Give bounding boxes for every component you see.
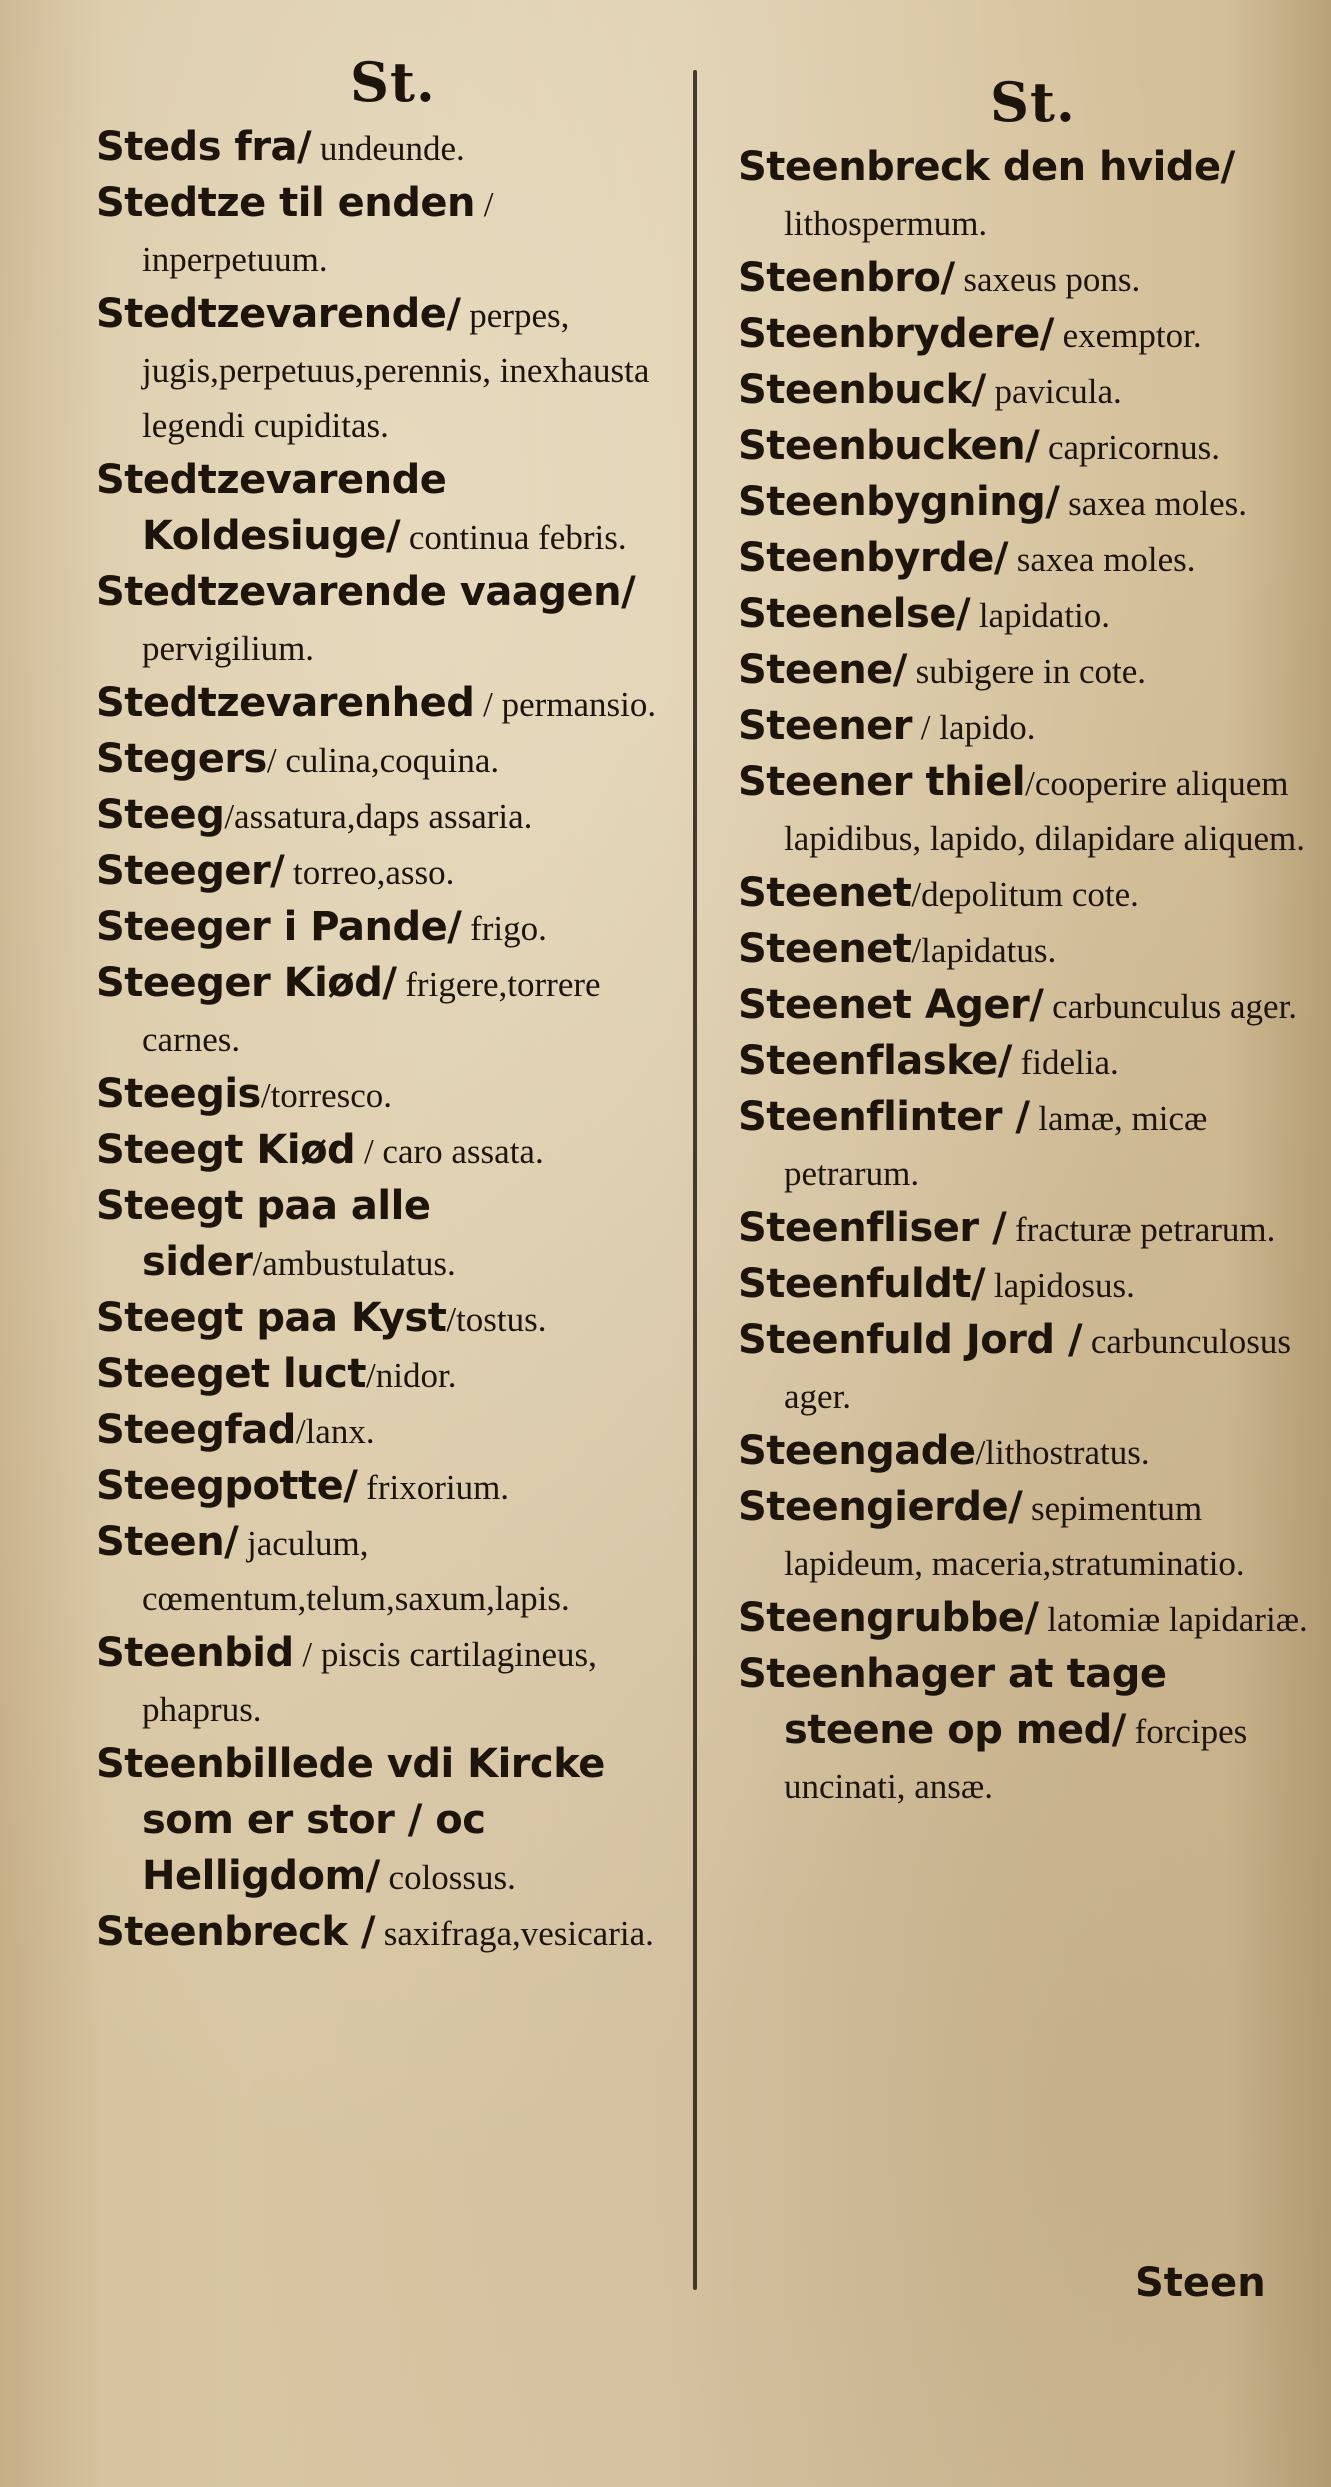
dictionary-entry [96, 1067, 686, 1123]
definition: perpes, jugis,perpetuus,perennis, inexhausta legendi cupiditas. [142, 296, 650, 445]
definition: exemptor. [1053, 316, 1202, 355]
headword: Stegers [96, 736, 267, 782]
headword: Steene/ [738, 647, 907, 693]
headword: Steenfuld Jord / [738, 1317, 1083, 1363]
dictionary-entry [738, 1257, 1313, 1313]
dictionary-entry [738, 1647, 1313, 1814]
definition: saxeus pons. [954, 260, 1141, 299]
definition: latomiæ lapidariæ. [1038, 1600, 1308, 1639]
definition: fidelia. [1011, 1043, 1119, 1082]
headword: Steeger Kiød/ [96, 960, 397, 1006]
dictionary-entry [96, 1515, 686, 1626]
headword: Stedtze til enden [96, 180, 475, 226]
headword: Steegt paa Kyst [96, 1295, 447, 1341]
headword: Steenfliser / [738, 1205, 1007, 1251]
page-header-right: St. [990, 70, 1076, 134]
column-divider [693, 70, 697, 2290]
dictionary-entry [738, 1480, 1313, 1591]
headword: Steeger i Pande/ [96, 904, 462, 950]
definition: undeunde. [311, 129, 465, 168]
dictionary-entry [96, 1291, 686, 1347]
definition: sepimentum lapideum, maceria,stratuminatio. [784, 1489, 1245, 1583]
headword: Steengierde/ [738, 1484, 1023, 1530]
definition: pervigilium. [142, 629, 315, 668]
dictionary-entry [738, 363, 1313, 419]
headword: Steenbygning/ [738, 479, 1060, 525]
definition: saxea moles. [1007, 540, 1196, 579]
definition: /tostus. [446, 1300, 547, 1339]
headword: Steegis [96, 1071, 261, 1117]
headword: Steengade [738, 1428, 976, 1474]
dictionary-entry [738, 307, 1313, 363]
definition: / piscis cartilagineus, phaprus. [142, 1635, 597, 1729]
headword: Steenbucken/ [738, 423, 1040, 469]
definition: pavicula. [985, 372, 1122, 411]
headword: Steenet Ager/ [738, 982, 1044, 1028]
dictionary-entry [96, 676, 686, 732]
definition: /depolitum cote. [911, 875, 1139, 914]
definition: / permansio. [474, 685, 657, 724]
definition: continua febris. [400, 518, 627, 557]
headword: Steenbro/ [738, 255, 955, 301]
headword: Steegt Kiød [96, 1127, 356, 1173]
definition: /torresco. [260, 1076, 393, 1115]
definition: saxea moles. [1059, 484, 1247, 523]
headword: Steener [738, 703, 913, 749]
headword: Steeget luct [96, 1351, 367, 1397]
dictionary-entry [738, 643, 1313, 699]
definition: / culina,coquina. [266, 741, 500, 780]
definition: /lanx. [295, 1412, 375, 1451]
catchword: Steen [1135, 2260, 1266, 2306]
headword: Steenbreck / [96, 1909, 375, 1955]
dictionary-entry [738, 531, 1313, 587]
dictionary-entry [738, 1424, 1313, 1480]
dictionary-entry [96, 565, 686, 676]
headword: Steenet [738, 926, 912, 972]
definition: /assatura,daps assaria. [224, 797, 533, 836]
dictionary-entry [738, 922, 1313, 978]
left-column [96, 120, 686, 1961]
dictionary-entry [738, 587, 1313, 643]
definition: /cooperire aliquem lapidibus, lapido, dilapidare aliquem. [784, 764, 1305, 858]
definition: /ambustulatus. [252, 1244, 456, 1283]
dictionary-entry [96, 844, 686, 900]
headword: Steenbyrde/ [738, 535, 1008, 581]
definition: /nidor. [366, 1356, 457, 1395]
dictionary-entry [738, 978, 1313, 1034]
headword: Steegfad [96, 1407, 296, 1453]
dictionary-entry [738, 866, 1313, 922]
definition: lamæ, micæ petrarum. [784, 1099, 1208, 1193]
dictionary-entry [738, 1090, 1313, 1201]
dictionary-entry [96, 1905, 686, 1961]
headword: Steenbuck/ [738, 367, 986, 413]
headword: Steds fra/ [96, 124, 312, 170]
page-header-left: St. [350, 50, 436, 114]
dictionary-entry [738, 140, 1313, 251]
headword: Steenbid [96, 1630, 294, 1676]
definition: / caro assata. [355, 1132, 544, 1171]
definition: frixorium. [357, 1468, 510, 1507]
definition: frigo. [461, 909, 547, 948]
headword: Steengrubbe/ [738, 1595, 1039, 1641]
dictionary-entry [738, 1313, 1313, 1424]
headword: Steenhager at tage steene op med/ [738, 1651, 1167, 1753]
dictionary-entry [96, 900, 686, 956]
dictionary-entry [96, 1179, 686, 1291]
headword: Steenet [738, 870, 912, 916]
definition: frigere,torrere carnes. [142, 965, 601, 1059]
dictionary-entry [738, 251, 1313, 307]
definition: lapidosus. [985, 1266, 1135, 1305]
dictionary-entry [96, 956, 686, 1067]
definition: /lithostratus. [975, 1433, 1150, 1472]
definition: lithospermum. [784, 204, 988, 243]
dictionary-entry [738, 1034, 1313, 1090]
dictionary-entry [738, 1591, 1313, 1647]
dictionary-entry [96, 120, 686, 176]
definition: capricornus. [1039, 428, 1220, 467]
headword: Steen/ [96, 1519, 239, 1565]
definition: carbunculus ager. [1043, 987, 1298, 1026]
definition: jaculum, cœmentum,telum,saxum,lapis. [142, 1524, 570, 1618]
headword: Steenbrydere/ [738, 311, 1054, 357]
definition: subigere in cote. [906, 652, 1146, 691]
dictionary-entry [738, 475, 1313, 531]
dictionary-entry [738, 419, 1313, 475]
dictionary-entry [96, 176, 686, 287]
headword: Steeger/ [96, 848, 285, 894]
dictionary-entry [96, 1459, 686, 1515]
dictionary-entry [96, 453, 686, 565]
definition: fracturæ petrarum. [1006, 1210, 1276, 1249]
dictionary-entry [96, 1347, 686, 1403]
headword: Steegpotte/ [96, 1463, 358, 1509]
dictionary-entry [96, 1737, 686, 1905]
definition: carbunculosus ager. [784, 1322, 1292, 1416]
definition: /lapidatus. [911, 931, 1057, 970]
definition: lapidatio. [970, 596, 1111, 635]
headword: Stedtzevarende vaagen/ [96, 569, 636, 615]
headword: Steenelse/ [738, 591, 971, 637]
definition: saxifraga,vesicaria. [375, 1914, 654, 1953]
definition: forcipes uncinati, ansæ. [784, 1712, 1248, 1806]
definition: / lapido. [912, 708, 1036, 747]
dictionary-entry [96, 732, 686, 788]
headword: Steenflinter / [738, 1094, 1030, 1140]
headword: Steenfuldt/ [738, 1261, 986, 1307]
definition: / inperpetuum. [142, 185, 494, 279]
dictionary-entry [738, 699, 1313, 755]
headword: Stedtzevarende/ [96, 291, 461, 337]
dictionary-entry [738, 1201, 1313, 1257]
headword: Steenbillede vdi Kircke som er stor / oc Helligdom/ [96, 1741, 605, 1899]
dictionary-entry [738, 755, 1313, 866]
dictionary-entry [96, 1123, 686, 1179]
dictionary-entry [96, 1403, 686, 1459]
headword: Steeg [96, 792, 225, 838]
definition: torreo,asso. [284, 853, 455, 892]
headword: Steenbreck den hvide/ [738, 144, 1235, 190]
headword: Steenflaske/ [738, 1038, 1012, 1084]
headword: Stedtzevarenhed [96, 680, 475, 726]
headword: Steegt paa alle sider [96, 1183, 431, 1285]
right-column [738, 140, 1313, 1814]
definition: colossus. [379, 1858, 516, 1897]
headword: Stedtzevarende Koldesiuge/ [96, 457, 447, 559]
headword: Steener thiel [738, 759, 1026, 805]
dictionary-entry [96, 287, 686, 453]
dictionary-entry [96, 788, 686, 844]
dictionary-entry [96, 1626, 686, 1737]
